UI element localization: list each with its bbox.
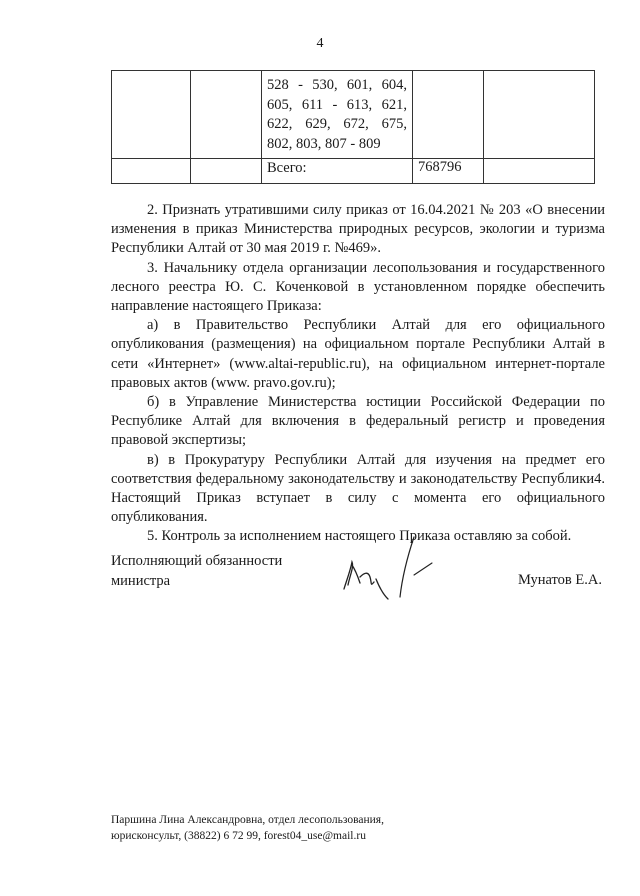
footer-line2: юрисконсульт, (38822) 6 72 99, forest04_use@mail.ru <box>111 830 366 842</box>
paragraph-5: 5. Контроль за исполнением настоящего Приказа оставляю за собой. <box>147 528 572 545</box>
table-cell <box>413 71 484 159</box>
signatory-title-line2: министра <box>111 572 171 589</box>
table-cell <box>484 159 595 184</box>
signatory-title-line1: Исполняющий обязанности <box>111 553 283 569</box>
paragraph-2: 2. Признать утратившими силу приказ от 16.04.2021 № 203 «О внесении изменения в приказ Министерства природных ресурсов, экологии и туризма Республики Алтай от 30 мая 2019 г. №469». <box>111 202 605 257</box>
table-cell <box>112 159 191 184</box>
paragraph-3b: б) в Управление Министерства юстиции Российской Федерации по Республике Алтай для включения в федеральный регистр и проведения правовой экспертизы; <box>111 394 605 449</box>
paragraph-3a: а) в Правительство Республики Алтай для его официального опубликования (размещения) на официальном портале Республики Алтай в сети «Интернет» (www.altai-republic.ru), на официальном интернет-портале правовых актов (www. pravo.gov.ru); <box>111 317 605 391</box>
signatory-name: Мунатов Е.А. <box>517 572 602 588</box>
table-row <box>112 71 595 159</box>
order-body <box>111 201 605 547</box>
table-cell <box>112 71 191 159</box>
table-cell-total-label: Всего: <box>262 159 413 184</box>
table-cell <box>484 71 595 159</box>
table-row-total <box>112 159 595 184</box>
handwritten-signature <box>340 527 450 602</box>
paragraph-3c: в) в Прокуратуру Республики Алтай для изучения на предмет его соответствия федеральному законодательству и законодательству Республики4. Настоящий Приказ вступает в силу с момента его официального опубликования. <box>111 451 605 526</box>
signatory-title <box>111 552 282 591</box>
footer-line1: Паршина Лина Александровна, отдел лесопользования, <box>111 814 384 826</box>
page-number: 4 <box>316 36 324 51</box>
allocation-table <box>111 70 595 184</box>
paragraph-3: 3. Начальнику отдела организации лесопользования и государственного лесного реестра Ю. С. Коченковой в установленном порядке обеспечить направление настоящего Приказа: <box>111 259 605 315</box>
table-cell <box>191 71 262 159</box>
table-cell <box>191 159 262 184</box>
table-cell-numbers: 528 - 530, 601, 604, 605, 611 - 613, 621, 622, 629, 672, 675, 802, 803, 807 - 809 <box>262 71 413 159</box>
table-cell-total-value: 768796 <box>413 159 484 184</box>
contact-footer <box>111 812 384 844</box>
